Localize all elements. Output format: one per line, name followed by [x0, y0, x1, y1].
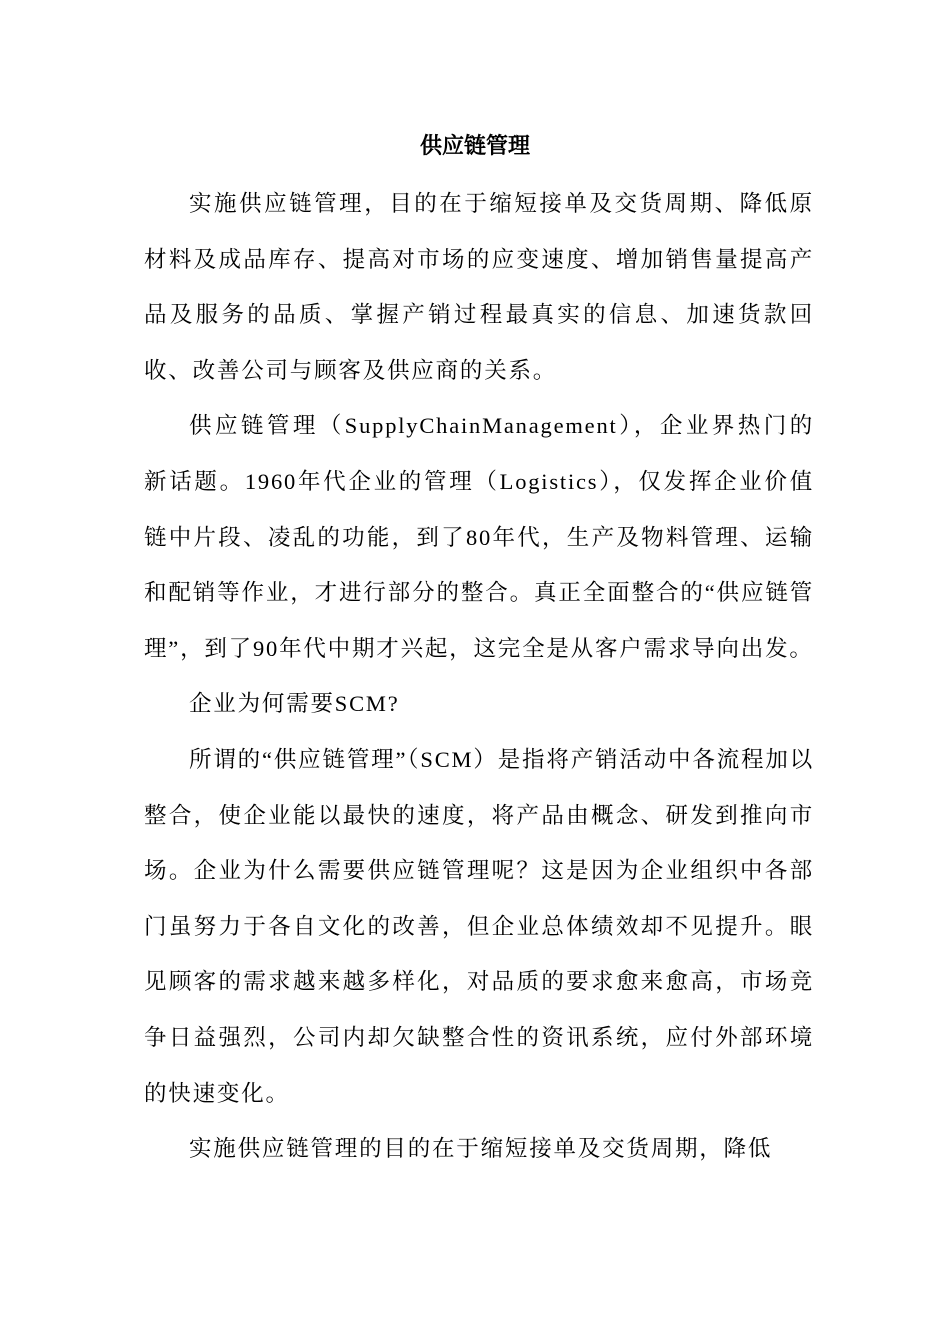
- paragraph-scm-definition: 所谓的“供应链管理”（SCM）是指将产销活动中各流程加以整合，使企业能以最快的速度，将产品由概念、研发到推向市场。企业为什么需要供应链管理呢？这是因为企业组织中各部门虽努力于各自文化的改善，但企业总体绩效却不见提升。眼见顾客的需求越来越多样化，对品质的要求愈来愈高，市场竞争日益强烈，公司内却欠缺整合性的资讯系统，应付外部环境的快速变化。: [144, 746, 814, 1106]
- paragraph-scm-purpose: 实施供应链管理的目的在于缩短接单及交货周期，降低: [189, 1136, 773, 1162]
- document-title: 供应链管理: [419, 133, 530, 159]
- paragraph-why-scm-heading: 企业为何需要SCM?: [189, 691, 400, 717]
- paragraph-scm-history: 供应链管理（SupplyChainManagement），企业界热门的新话题。1960年代企业的管理（Logistics），仅发挥企业价值链中片段、凌乱的功能，到了80年代，生产及物料管理、运输和配销等作业，才进行部分的整合。真正全面整合的“供应链管理”，到了90年代中期才兴起，这完全是从客户需求导向出发。: [144, 413, 814, 661]
- paragraph-scm-goals: 实施供应链管理，目的在于缩短接单及交货周期、降低原材料及成品库存、提高对市场的应变速度、增加销售量提高产品及服务的品质、掌握产销过程最真实的信息、加速货款回收、改善公司与顾客及供应商的关系。: [144, 191, 814, 383]
- document-body: [144, 176, 814, 1177]
